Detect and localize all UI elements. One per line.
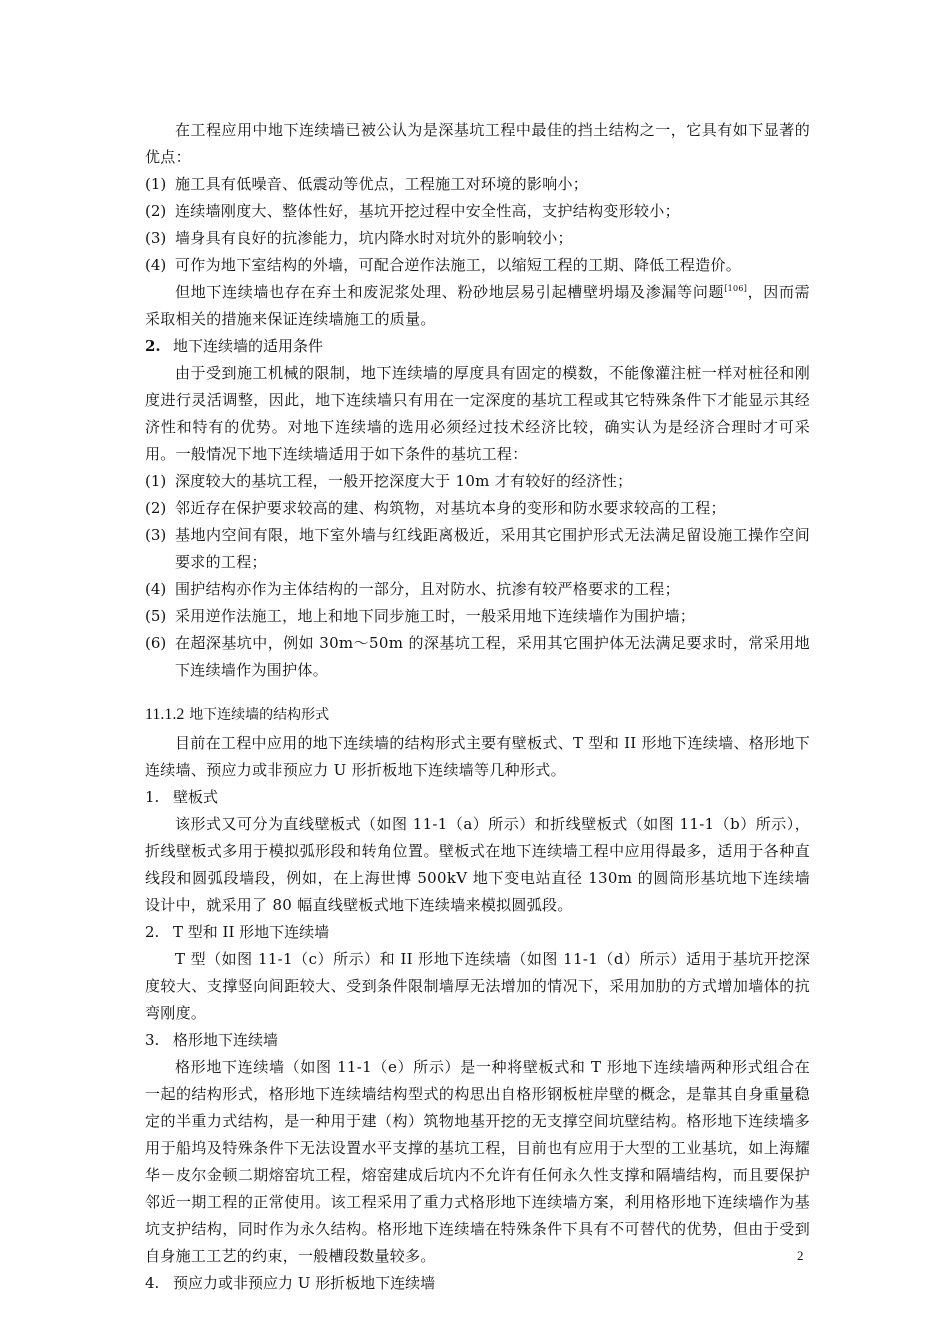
- conditions-list: [145, 468, 810, 684]
- form-title: T 型和 II 形地下连续墙: [173, 923, 330, 941]
- item-number: (3): [145, 229, 167, 247]
- form-title: 壁板式: [173, 788, 219, 806]
- item-text: 基地内空间有限，地下室外墙与红线距离极近，采用其它围护形式无法满足留设施工操作空间要求的工程；: [175, 526, 810, 571]
- drawback-tail: ，因而需采取相关的措施来保证连续墙施工的质量。: [145, 283, 810, 328]
- item-text: 可作为地下室结构的外墙，可配合逆作法施工，以缩短工程的工期、降低工程造价。: [175, 256, 742, 274]
- form-heading: [145, 1027, 810, 1054]
- citation-reference: [106]: [724, 284, 748, 293]
- item-number: (2): [145, 202, 167, 220]
- form-paragraph: 该形式又可分为直线壁板式（如图 11-1（a）所示）和折线壁板式（如图 11-1（b）所示），折线壁板式多用于模拟弧形段和转角位置。壁板式在地下连续墙工程中应用得最多，适用于各种直线段和圆弧段墙段，例如，在上海世博 500kV 地下变电站直径 130m 的圆筒形基坑地下连续墙设计中，就采用了 80 幅直线壁板式地下连续墙来模拟圆弧段。: [145, 815, 810, 914]
- item-text: 连续墙刚度大、整体性好，基坑开挖过程中安全性高，支护结构变形较小；: [175, 202, 680, 220]
- form-paragraph: 格形地下连续墙（如图 11-1（e）所示）是一种将壁板式和 T 形地下连续墙两种形式组合在一起的结构形式，格形地下连续墙结构型式的构思出自格形钢板桩岸壁的概念，是靠其自身重量稳定的半重力式结构，是一种用于建（构）筑物地基开挖的无支撑空间坑壁结构。格形地下连续墙多用于船坞及特殊条件下无法设置水平支撑的基坑工程，目前也有应用于大型的工业基坑，如上海耀华－皮尔金顿二期熔窑坑工程，熔窑建成后坑内不允许有任何永久性支撑和隔墙结构，而且要保护邻近一期工程的正常使用。该工程采用了重力式格形地下连续墙方案，利用格形地下连续墙作为基坑支护结构，同时作为永久结构。格形地下连续墙在特殊条件下具有不可替代的优势，但由于受到自身施工工艺的约束，一般槽段数量较多。: [145, 1058, 810, 1265]
- list-item: [145, 630, 810, 684]
- form-number: 1.: [145, 788, 160, 806]
- item-number: (6): [145, 634, 167, 652]
- page-number: 2: [797, 1248, 804, 1263]
- item-text: 围护结构亦作为主体结构的一部分，且对防水、抗渗有较严格要求的工程；: [175, 580, 680, 598]
- item-number: (5): [145, 607, 167, 625]
- list-item: [145, 468, 810, 495]
- list-item: [145, 603, 810, 630]
- item-text: 邻近存在保护要求较高的建、构筑物，对基坑本身的变形和防水要求较高的工程；: [175, 499, 726, 517]
- form-paragraph: T 型（如图 11-1（c）所示）和 II 形地下连续墙（如图 11-1（d）所示）适用于基坑开挖深度较大、支撑竖向间距较大、受到条件限制墙厚无法增加的情况下，采用加肋的方式增加墙体的抗弯刚度。: [145, 950, 810, 1022]
- form-heading: [145, 919, 810, 946]
- item-number: (3): [145, 526, 167, 544]
- list-item: [145, 252, 810, 279]
- section-number: 2.: [145, 337, 161, 355]
- form-number: 2.: [145, 923, 160, 941]
- drawback-paragraph: [145, 279, 810, 333]
- form-heading: [145, 1270, 810, 1297]
- item-number: (1): [145, 472, 167, 490]
- subsection-title: 地下连续墙的结构形式: [189, 707, 330, 723]
- subsection-paragraph: 目前在工程中应用的地下连续墙的结构形式主要有壁板式、T 型和 II 形地下连续墙、格形地下连续墙、预应力或非预应力 U 形折板地下连续墙等几种形式。: [145, 734, 810, 779]
- advantages-list: [145, 171, 810, 279]
- item-text: 施工具有低噪音、低震动等优点，工程施工对环境的影响小；: [175, 175, 589, 193]
- list-item: [145, 576, 810, 603]
- item-text: 采用逆作法施工，地上和地下同步施工时，一般采用地下连续墙作为围护墙；: [175, 607, 696, 625]
- list-item: [145, 198, 810, 225]
- form-title: 格形地下连续墙: [173, 1031, 279, 1049]
- section-heading: [145, 333, 810, 360]
- form-number: 4.: [145, 1274, 160, 1292]
- item-number: (2): [145, 499, 167, 517]
- section-paragraph: 由于受到施工机械的限制，地下连续墙的厚度具有固定的模数，不能像灌注桩一样对桩径和刚度进行灵活调整，因此，地下连续墙只有用在一定深度的基坑工程或其它特殊条件下才能显示其经济性和特有的优势。对地下连续墙的选用必须经过技术经济比较，确实认为是经济合理时才可采用。一般情况下地下连续墙适用于如下条件的基坑工程：: [145, 364, 810, 463]
- subsection-heading: [145, 699, 810, 730]
- item-text: 墙身具有良好的抗渗能力，坑内降水时对坑外的影响较小；: [175, 229, 573, 247]
- item-number: (4): [145, 256, 167, 274]
- list-item: [145, 522, 810, 576]
- form-title: 预应力或非预应力 U 形折板地下连续墙: [173, 1274, 436, 1292]
- form-number: 3.: [145, 1031, 160, 1049]
- item-text: 在超深基坑中，例如 30m～50m 的深基坑工程，采用其它围护体无法满足要求时，常采用地下连续墙作为围护体。: [175, 634, 810, 679]
- list-item: [145, 225, 810, 252]
- drawback-text: 但地下连续墙也存在弃土和废泥浆处理、粉砂地层易引起槽壁坍塌及渗漏等问题: [175, 283, 725, 301]
- page-content: [145, 117, 810, 1297]
- item-text: 深度较大的基坑工程，一般开挖深度大于 10m 才有较好的经济性；: [175, 472, 633, 490]
- subsection-number: 11.1.2: [145, 706, 185, 723]
- list-item: [145, 495, 810, 522]
- item-number: (4): [145, 580, 167, 598]
- section-title: 地下连续墙的适用条件: [173, 337, 324, 355]
- intro-paragraph: 在工程应用中地下连续墙已被公认为是深基坑工程中最佳的挡土结构之一，它具有如下显著的优点：: [145, 121, 810, 166]
- item-number: (1): [145, 175, 167, 193]
- form-heading: [145, 784, 810, 811]
- list-item: [145, 171, 810, 198]
